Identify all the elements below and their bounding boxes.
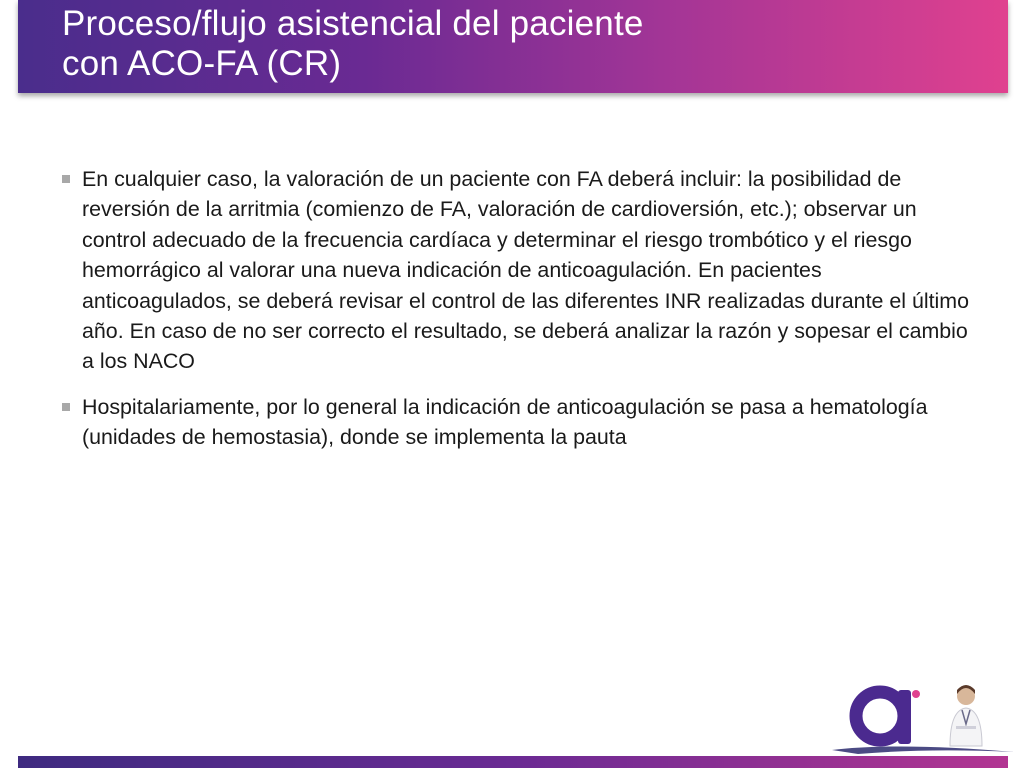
brand-logo-icon xyxy=(828,680,1018,760)
bullet-text: Hospitalariamente, por lo general la indicación de anticoagulación se pasa a hematología (unidades de hemostasia), donde se implementa la pauta xyxy=(82,394,928,450)
slide-title xyxy=(62,4,644,84)
bullet-text: En cualquier caso, la valoración de un paciente con FA deberá incluir: la posibilidad de reversión de la arritmia (comienzo de FA, valoración de cardioversión, etc.); observar un control adecuado de la frecuencia cardíaca y determinar el riesgo trombótico y el riesgo hemorrágico al valorar una nueva indicación de anticoagulación. En pacientes anticoagulados, se deberá revisar el control de las diferentes INR realizadas durante el último año. En caso de no ser correcto el resultado, se deberá analizar la razón y sopesar el cambio a los NACO xyxy=(82,167,970,374)
square-bullet-icon xyxy=(62,175,70,183)
bullet-list xyxy=(60,164,970,468)
slide-title-line-1: Proceso/flujo asistencial del paciente xyxy=(62,4,644,43)
square-bullet-icon xyxy=(62,403,70,411)
bullet-item xyxy=(60,164,970,377)
slide-title-line-2: con ACO-FA (CR) xyxy=(62,44,342,83)
bullet-item xyxy=(60,392,970,453)
